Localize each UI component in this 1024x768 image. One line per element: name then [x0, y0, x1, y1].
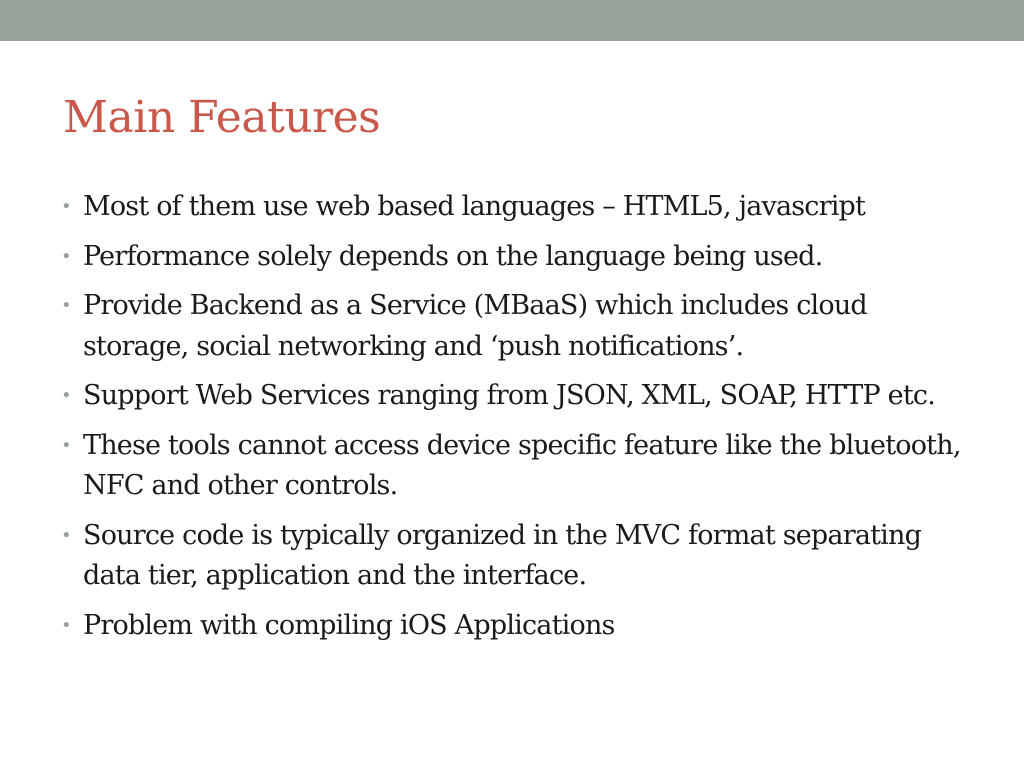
top-accent-bar — [0, 0, 1024, 41]
bullet-marker: • — [61, 614, 71, 636]
bullet-item — [58, 426, 963, 507]
bullet-item — [58, 187, 963, 228]
bullet-marker: • — [61, 524, 71, 546]
bullet-text: Source code is typically organized in the MVC format separating data tier, application and the interface. — [83, 519, 922, 591]
bullet-item — [58, 286, 963, 367]
slide-title: Main Features — [63, 92, 381, 143]
bullet-list — [58, 187, 963, 655]
bullet-marker: • — [61, 196, 71, 217]
bullet-marker: • — [61, 295, 71, 316]
bullet-text: Provide Backend as a Service (MBaaS) which includes cloud storage, social networking and ‘push notifications’. — [83, 290, 867, 362]
bullet-item — [58, 237, 963, 278]
bullet-text: These tools cannot access device specific feature like the bluetooth, NFC and other controls. — [83, 429, 961, 501]
bullet-text: Problem with compiling iOS Applications — [83, 609, 615, 641]
bullet-marker: • — [61, 245, 71, 267]
bullet-text: Most of them use web based languages – HTML5, javascript — [83, 191, 866, 222]
bullet-item — [58, 376, 963, 417]
bullet-marker: • — [61, 434, 71, 456]
bullet-marker: • — [61, 385, 71, 406]
bullet-text: Performance solely depends on the language being used. — [83, 240, 823, 272]
bullet-item — [58, 606, 963, 647]
bullet-item — [58, 516, 963, 597]
bullet-text: Support Web Services ranging from JSON, XML, SOAP, HTTP etc. — [83, 380, 935, 411]
